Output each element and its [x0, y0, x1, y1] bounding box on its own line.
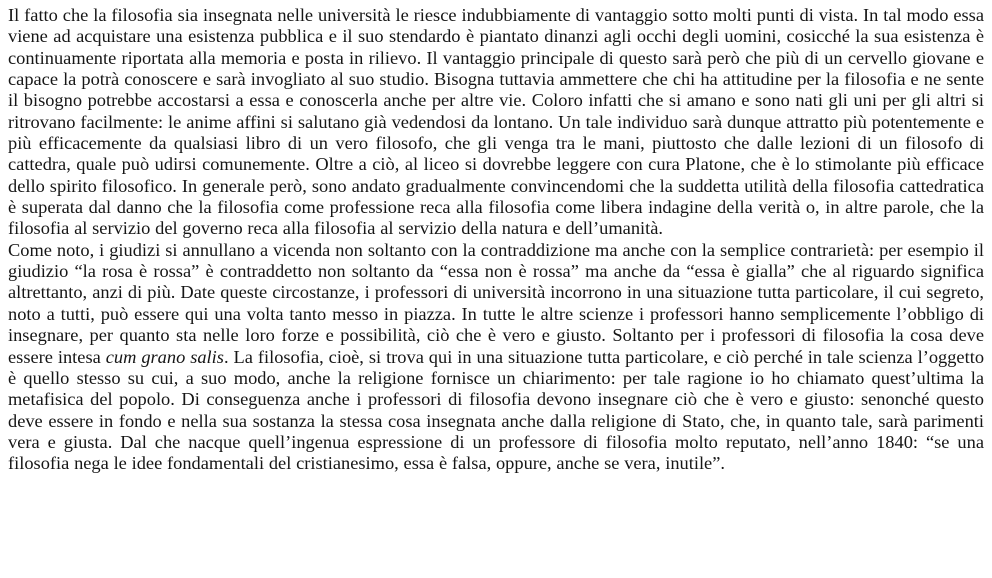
text-run: Come noto, i giudizi si annullano a vicenda non soltanto con la contraddizione ma anche con la semplice contrarietà: per esempio il giudizio “la rosa è rossa” è contraddetto non soltanto da “essa non è rossa” ma anche da “essa è gialla” che al riguardo significa altrettanto, anzi di più. Date queste circostanze, i professori di università incorrono in una situazione tutta particolare, il cui segreto, noto a tutti, può essere qui una volta tanto messo in piazza. In tutte le altre scienze i professori hanno semplicemente l’obbligo di insegnare, per quanto sta nelle loro forze e possibilità, ciò che è vero e giusto. Soltanto per i professori di filosofia la cosa deve essere intesa	[8, 239, 984, 367]
italic-phrase: cum grano salis	[105, 346, 224, 367]
text-run: Il fatto che la filosofia sia insegnata nelle università le riesce indubbiamente di vantaggio sotto molti punti di vista. In tal modo essa viene ad acquistare una esistenza pubblica e il suo stendardo è piantato dinanzi agli occhi degli uomini, cosicché la sua esistenza è continuamente riportata alla memoria e posta in rilievo. Il vantaggio principale di questo sarà però che più di un cervello giovane e capace la potrà conoscere e sarà invogliato al suo studio. Bisogna tuttavia ammettere che chi ha attitudine per la filosofia e ne sente il bisogno potrebbe accostarsi a essa e conoscerla anche per altre vie. Coloro infatti che si amano e sono nati gli uni per gli altri si ritrovano facilmente: le anime affini si salutano già vedendosi da lontano. Un tale individuo sarà dunque attratto più potentemente e più efficacemente da qualsiasi libro di un vero filosofo, che gli venga tra le mani, piuttosto che dalle lezioni di un filosofo di cattedra, quale può udirsi comunemente. Oltre a ciò, al liceo si dovrebbe leggere con cura Platone, che è lo stimolante più efficace dello spirito filosofico. In generale però, sono andato gradualmente convincendomi che la suddetta utilità della filosofia cattedratica è superata dal danno che la filosofia come professione reca alla filosofia come libera indagine della verità o, in altre parole, che la filosofia al servizio del governo reca alla filosofia al servizio della natura e dell’umanità.	[8, 5, 984, 239]
document-text-body	[8, 5, 984, 475]
text-run: . La filosofia, cioè, si trova qui in una situazione tutta particolare, e ciò perché in tale scienza l’oggetto è quello stesso su cui, a suo modo, anche la religione fornisce un chiarimento: per tale ragione io ho chiamato quest’ultima la metafisica del popolo. Di conseguenza anche i professori di filosofia devono insegnare ciò che è vero e giusto: senonché questo deve essere in fondo e nella sua sostanza la stessa cosa insegnata anche dalla religione di Stato, che, in quanto tale, sarà parimenti vera e giusta. Dal che nacque quell’ingenua espressione di un professore di filosofia molto reputato, nell’anno 1840: “se una filosofia nega le idee fondamentali del cristianesimo, essa è falsa, oppure, anche se vera, inutile”.	[8, 346, 985, 474]
paragraph-2	[8, 240, 984, 475]
paragraph-1	[8, 5, 984, 240]
